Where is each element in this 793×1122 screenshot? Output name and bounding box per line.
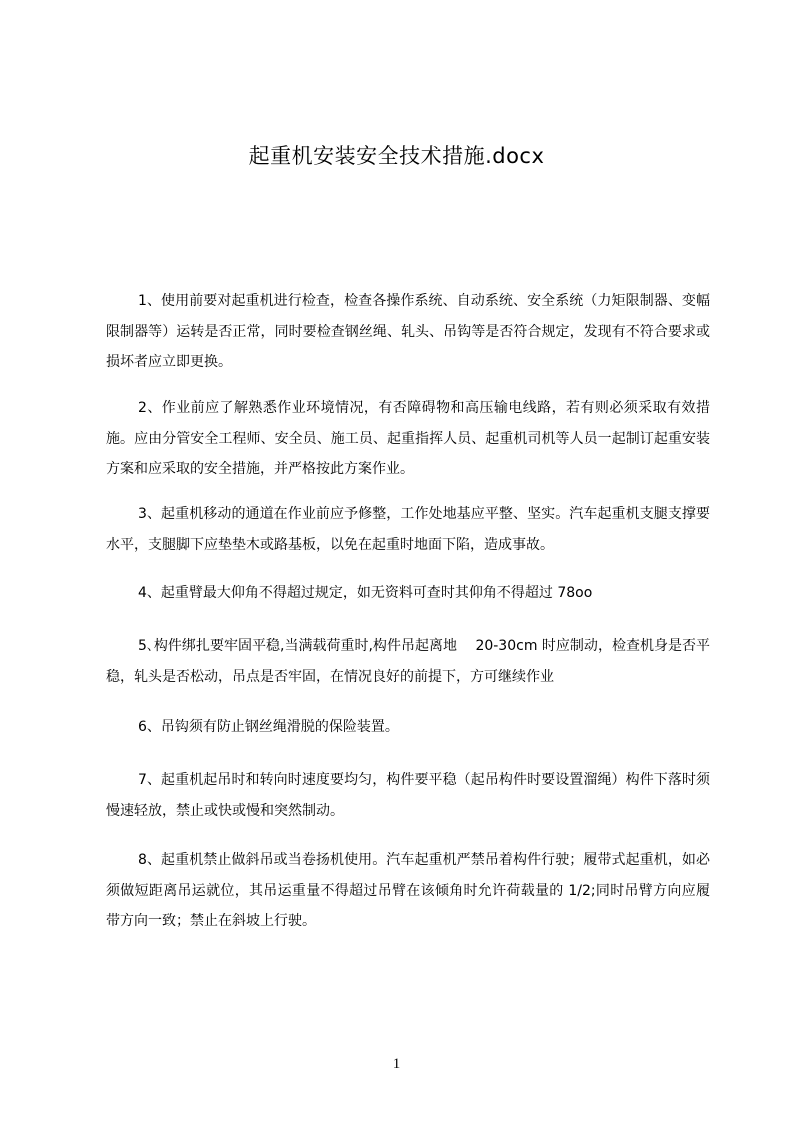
paragraph-8: 8、起重机禁止做斜吊或当卷扬机使用。汽车起重机严禁吊着构件行驶；履带式起重机，如必须做短距离吊运就位，其吊运重量不得超过吊臂在该倾角时允许荷载量的 1/2;同时吊臂方向应履带方向一致；禁止在斜坡上行驶。 <box>106 852 710 929</box>
paragraph-1: 1、使用前要对起重机进行检查，检查各操作系统、自动系统、安全系统（力矩限制器、变幅限制器等）运转是否正常，同时要检查钢丝绳、轧头、吊钩等是否符合规定，发现有不符合要求或损坏者应立即更换。 <box>106 293 710 370</box>
paragraph-7: 7、起重机起吊时和转向时速度要均匀，构件要平稳（起吊构件时要设置溜绳）构件下落时须慢速轻放，禁止或快或慢和突然制动。 <box>106 772 710 819</box>
paragraph-2: 2、作业前应了解熟悉作业环境情况，有否障碍物和高压输电线路，若有则必须采取有效措施。应由分管安全工程师、安全员、施工员、起重指挥人员、起重机司机等人员一起制订起重安装方案和应采取的安全措施，并严格按此方案作业。 <box>106 400 710 477</box>
paragraph-5: 5､构件绑扎要牢固平稳,当满载荷重时,构件吊起离地 20-30cm 时应制动，检查机身是否平稳，轧头是否松动，吊点是否牢固，在情况良好的前提下，方可继续作业 <box>106 638 710 685</box>
document-title: 起重机安装安全技术措施.docx <box>248 144 545 168</box>
paragraph-6: 6、吊钩须有防止钢丝绳滑脱的保险装置。 <box>138 719 399 735</box>
page-number: 1 <box>392 1056 401 1072</box>
paragraph-3: 3、起重机移动的通道在作业前应予修整，工作处地基应平整、坚实。汽车起重机支腿支撑要水平，支腿脚下应垫垫木或路基板，以免在起重时地面下陷，造成事故。 <box>106 506 710 553</box>
paragraph-4: 4、起重臂最大仰角不得超过规定，如无资料可查时其仰角不得超过 78oo <box>138 585 593 601</box>
